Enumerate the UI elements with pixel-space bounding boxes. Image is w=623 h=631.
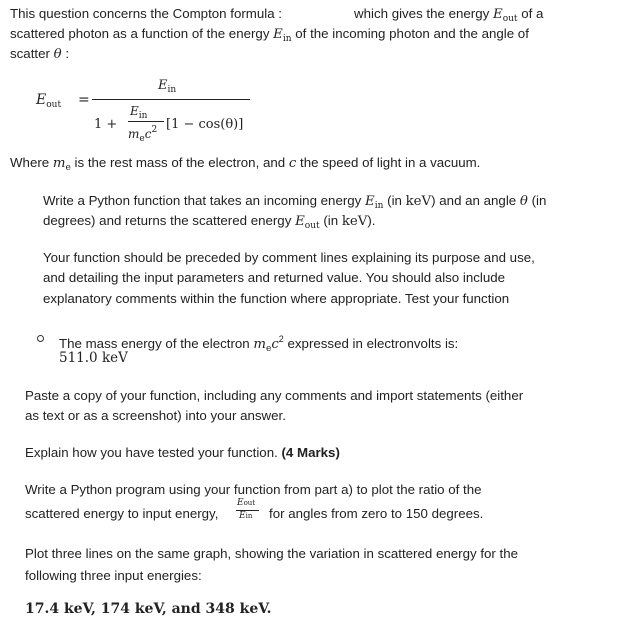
intro-text: This question concerns the Compton formula : — [10, 6, 282, 21]
bullet-value: 511.0 keV — [59, 350, 128, 366]
task2-line-3: explanatory comments within the function where appropriate. Test your function — [43, 291, 510, 306]
intro-line-3: scatter θ : — [10, 46, 70, 62]
where-line: Where $m_e$ is the rest mass of the electron, and c the speed of light in a vacuum. — [10, 155, 481, 173]
plot-line-2: following three input energies: — [25, 568, 202, 583]
task1-line-2: degrees) and returns the scattered energy $E_{out}$ (in keV). — [43, 213, 376, 231]
paste-line-2: as text or as a screenshot) into your answer. — [25, 408, 286, 423]
task1-line-1: Write a Python function that takes an incoming energy $E_{in}$ (in keV) and an angle θ (in — [43, 193, 547, 211]
intro-line-1b: which gives the energy $E_{out}$ of a — [354, 6, 544, 24]
intro-line-1 — [10, 5, 282, 23]
paste-line-1: Paste a copy of your function, including any comments and import statements (either — [25, 388, 524, 403]
bullet-marker — [37, 335, 44, 342]
task2-line-1: Your function should be preceded by comment lines explaining its purpose and use, — [43, 250, 535, 265]
program-line-1: Write a Python program using your function from part a) to plot the ratio of the — [25, 482, 482, 497]
marks-label: (4 Marks) — [281, 445, 340, 460]
task2-line-2: and detailing the input parameters and returned value. You should also include — [43, 270, 506, 285]
program-line-2b: for angles from zero to 150 degrees. — [269, 506, 484, 521]
plot-energies: 17.4 keV, 174 keV, and 348 keV. — [25, 601, 272, 617]
intro-line-2: scattered photon as a function of the energy $E_{in}$ of the incoming photon and the angle of — [10, 26, 529, 44]
plot-line-1: Plot three lines on the same graph, showing the variation in scattered energy for the — [25, 546, 519, 561]
bullet-text: The mass energy of the electron $m_ec^2$ expressed in electronvolts is: — [59, 334, 459, 354]
program-line-2: scattered energy to input energy, — [25, 506, 219, 521]
explain-line: Explain how you have tested your function. (4 Marks) — [25, 445, 340, 460]
